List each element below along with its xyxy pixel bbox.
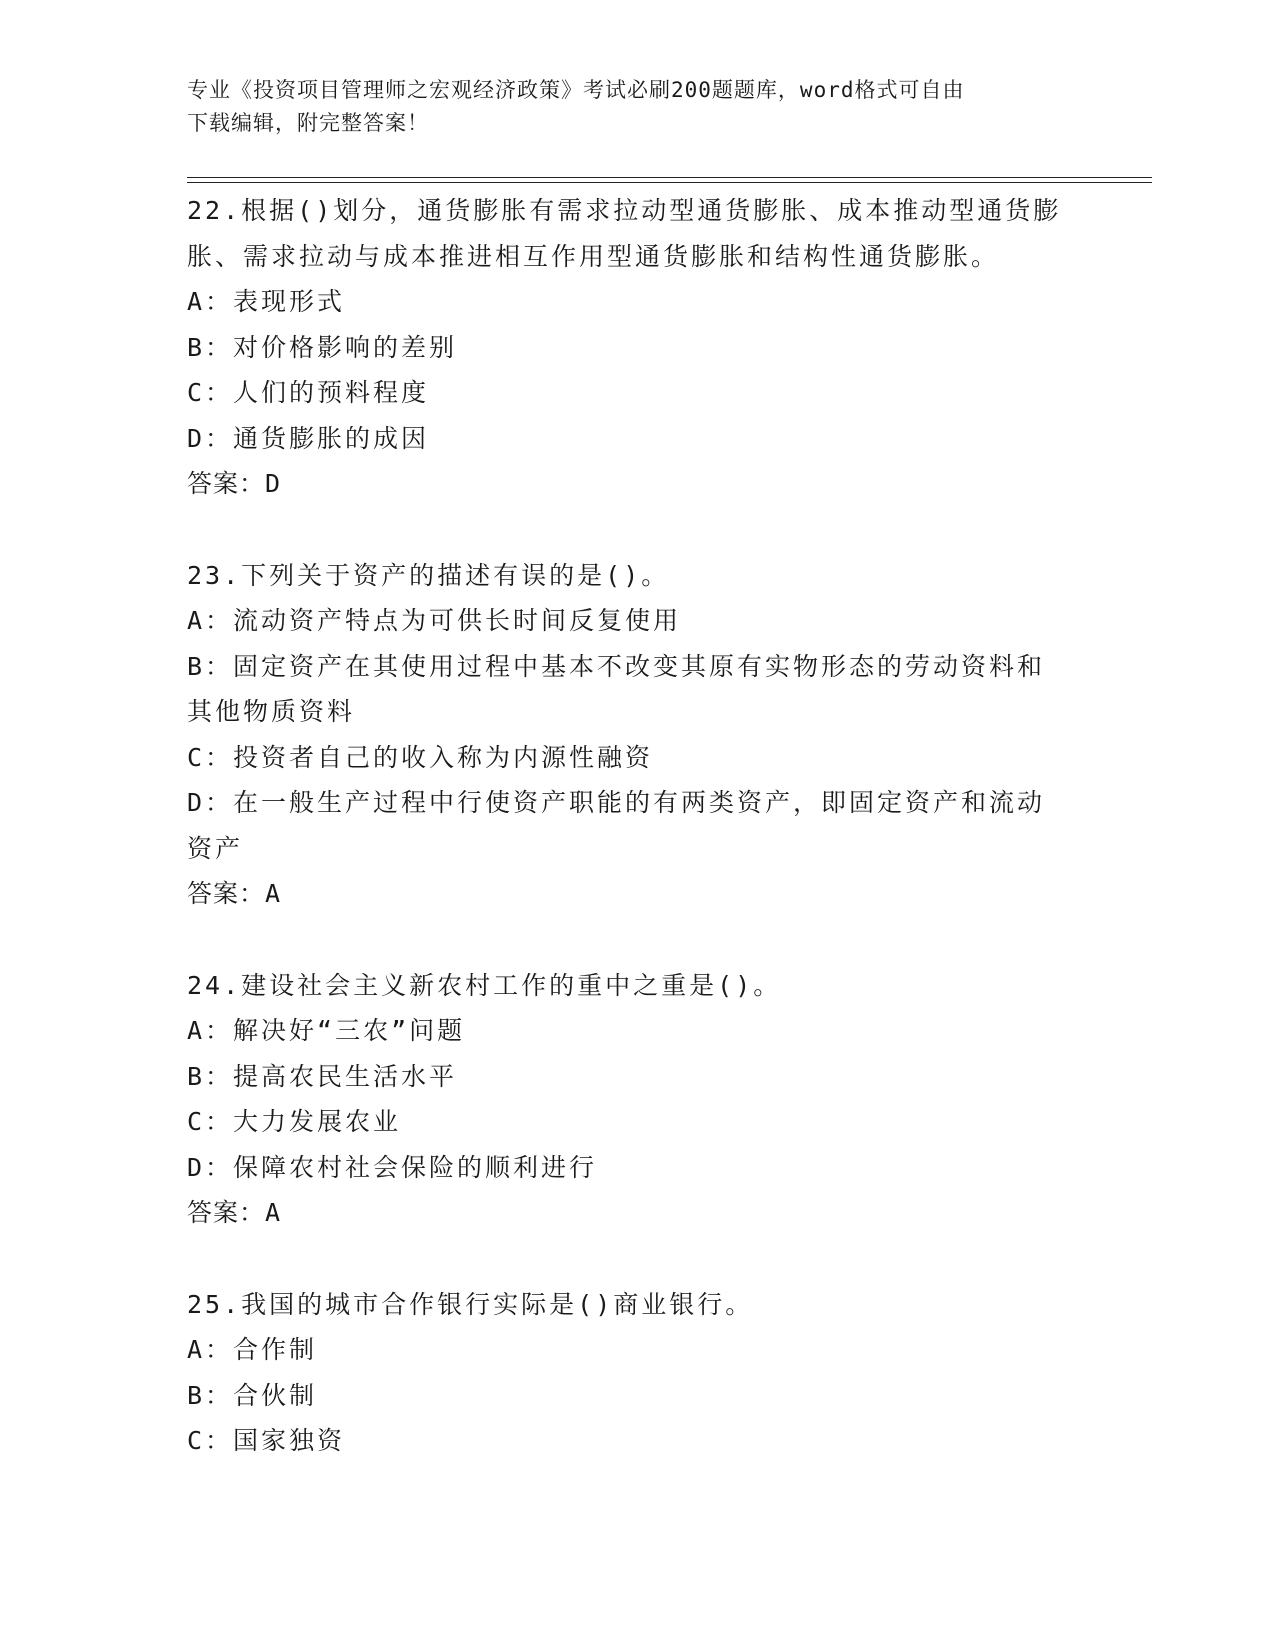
header-rule-top <box>187 177 1152 178</box>
answer-value: A <box>265 879 282 908</box>
question-stem: 23.下列关于资产的描述有误的是()。 <box>187 560 670 590</box>
document-header <box>187 74 1067 140</box>
option-b: B：提高农民生活水平 <box>187 1061 458 1091</box>
question-stem: 25.我国的城市合作银行实际是()商业银行。 <box>187 1289 754 1319</box>
question-23 <box>187 553 1077 917</box>
question-list <box>187 188 1077 1510</box>
answer-value: D <box>265 469 282 498</box>
question-25 <box>187 1282 1077 1464</box>
answer-label: 答案： <box>187 1198 266 1227</box>
option-d: D：通货膨胀的成因 <box>187 423 430 453</box>
option-b: B：合伙制 <box>187 1380 318 1410</box>
header-rule-bottom <box>187 182 1152 183</box>
option-a: A：流动资产特点为可供长时间反复使用 <box>187 606 682 635</box>
option-c: C：投资者自己的收入称为内源性融资 <box>187 742 654 772</box>
option-d: D：保障农村社会保险的顺利进行 <box>187 1152 598 1182</box>
question-stem: 22.根据()划分，通货膨胀有需求拉动型通货膨胀、成本推动型通货膨 <box>187 196 1062 225</box>
option-a: A：表现形式 <box>187 287 346 316</box>
answer-label: 答案： <box>187 879 266 908</box>
answer <box>187 871 1077 917</box>
option-b: B：固定资产在其使用过程中基本不改变其原有实物形态的劳动资料和 <box>187 651 1046 681</box>
option-d-continued: 资产 <box>187 833 244 863</box>
header-line-2: 下载编辑，附完整答案！ <box>187 111 429 135</box>
header-line-1: 专业《投资项目管理师之宏观经济政策》考试必刷200题题库，word格式可自由 <box>187 78 965 102</box>
option-d: D：在一般生产过程中行使资产职能的有两类资产，即固定资产和流动 <box>187 788 1046 817</box>
question-24 <box>187 963 1077 1236</box>
answer <box>187 1190 1077 1236</box>
answer-value: A <box>265 1198 282 1227</box>
answer <box>187 461 1077 507</box>
question-stem: 24.建设社会主义新农村工作的重中之重是()。 <box>187 970 782 1000</box>
question-22 <box>187 188 1077 507</box>
option-b-continued: 其他物质资料 <box>187 697 356 726</box>
answer-label: 答案： <box>187 469 266 498</box>
option-c: C：大力发展农业 <box>187 1107 402 1136</box>
option-b: B：对价格影响的差别 <box>187 332 458 362</box>
option-a: A：合作制 <box>187 1335 318 1364</box>
question-stem: 胀、需求拉动与成本推进相互作用型通货膨胀和结构性通货膨胀。 <box>187 241 1000 271</box>
option-c: C：人们的预料程度 <box>187 378 430 407</box>
option-c: C：国家独资 <box>187 1426 346 1455</box>
option-a: A：解决好“三农”问题 <box>187 1016 466 1045</box>
